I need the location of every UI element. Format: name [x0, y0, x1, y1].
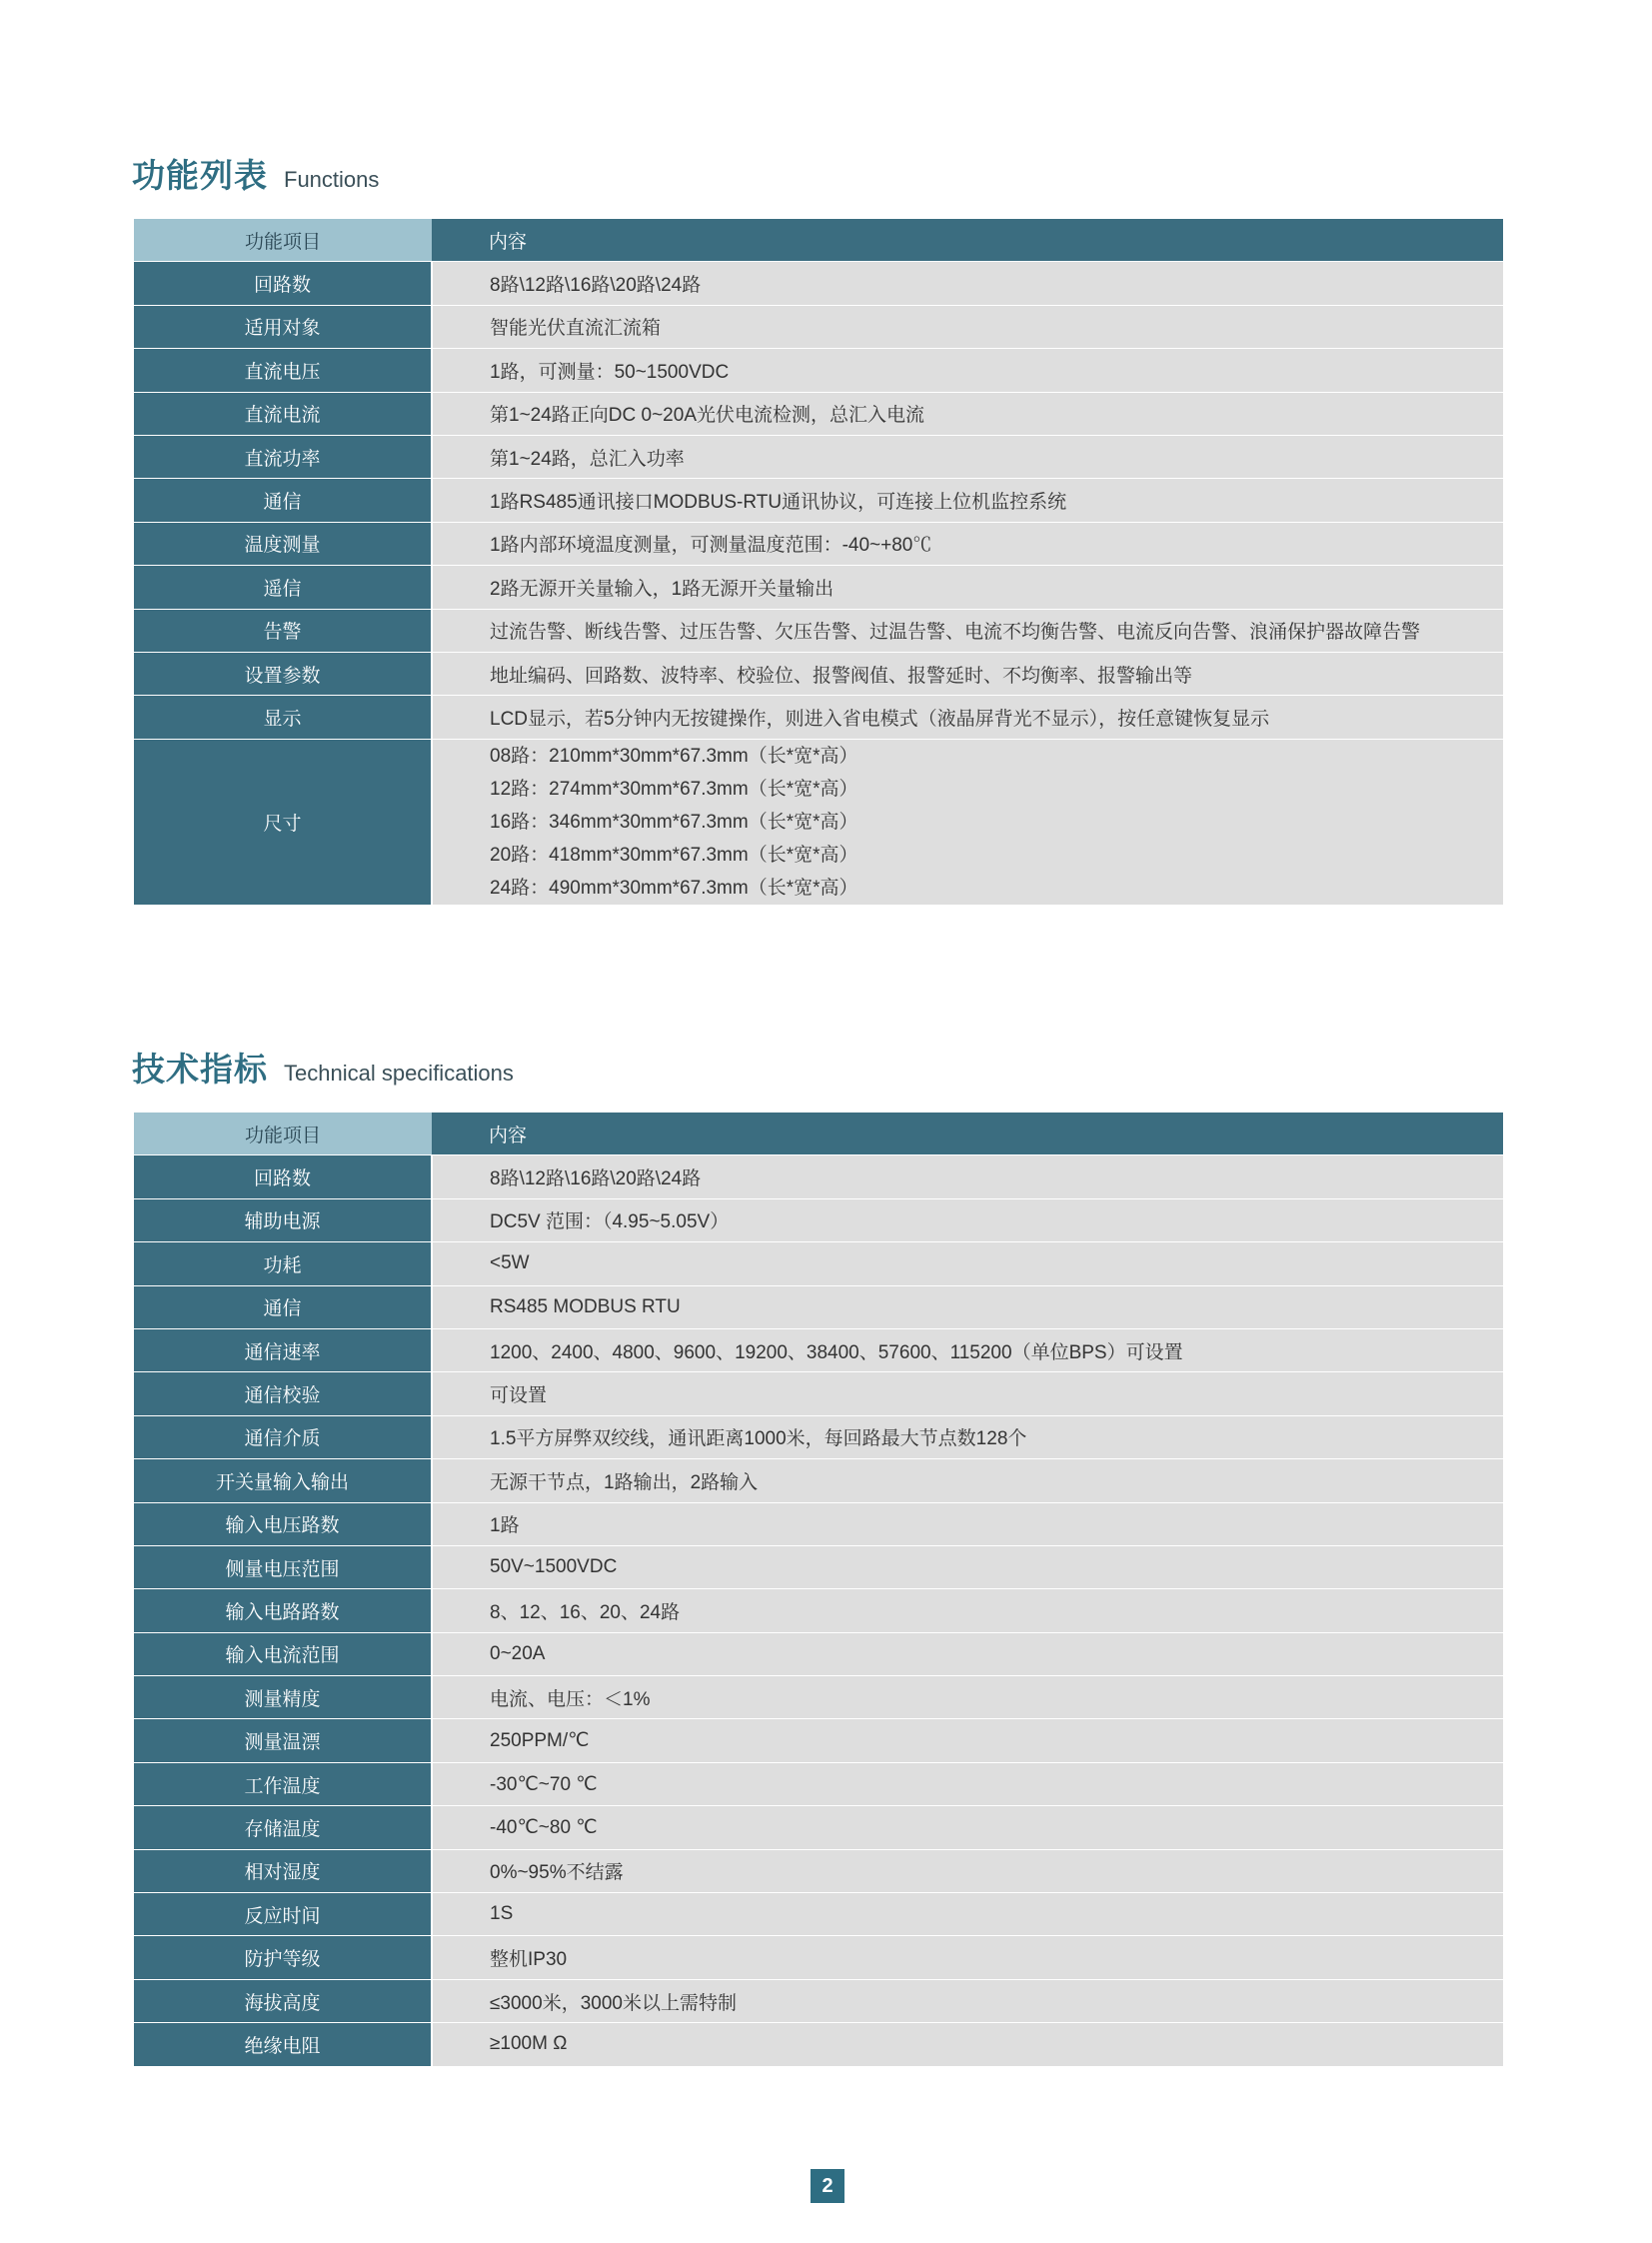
- row-value: 1路内部环境温度测量，可测量温度范围：-40~+80℃: [432, 522, 1503, 565]
- row-key: 绝缘电阻: [134, 2023, 432, 2066]
- row-value: 智能光伏直流汇流箱: [432, 305, 1503, 348]
- row-key: 输入电流范围: [134, 1632, 432, 1675]
- row-key: 直流电流: [134, 392, 432, 435]
- row-key: 温度测量: [134, 522, 432, 565]
- row-value: 0%~95%不结露: [432, 1849, 1503, 1892]
- table-row: [134, 479, 1503, 522]
- row-value: 1路: [432, 1502, 1503, 1545]
- row-value: -40℃~80 ℃: [432, 1806, 1503, 1849]
- row-value: 第1~24路，总汇入功率: [432, 435, 1503, 478]
- row-value: LCD显示，若5分钟内无按键操作，则进入省电模式（液晶屏背光不显示），按任意键恢复显示: [432, 696, 1503, 739]
- table-row: [134, 349, 1503, 392]
- row-key: 测量精度: [134, 1676, 432, 1719]
- row-key: 通信: [134, 479, 432, 522]
- row-value: 1200、2400、4800、9600、19200、38400、57600、115200（单位BPS）可设置: [432, 1328, 1503, 1371]
- table-row: [134, 1849, 1503, 1892]
- table-row: [134, 1719, 1503, 1762]
- table-header-row: [134, 1113, 1503, 1155]
- row-value: 1S: [432, 1893, 1503, 1936]
- row-value: 地址编码、回路数、波特率、校验位、报警阀值、报警延时、不均衡率、报警输出等: [432, 652, 1503, 695]
- tech-table: [134, 1113, 1503, 2067]
- row-value: 1.5平方屏弊双绞线，通讯距离1000米，每回路最大节点数128个: [432, 1415, 1503, 1458]
- header-key: 功能项目: [134, 219, 432, 262]
- page-number: 2: [811, 2169, 844, 2203]
- row-key: 回路数: [134, 262, 432, 305]
- tech-title-en: Technical specifications: [284, 1061, 514, 1086]
- row-value: ≤3000米，3000米以上需特制: [432, 1979, 1503, 2022]
- row-key: 防护等级: [134, 1936, 432, 1979]
- row-value: 整机IP30: [432, 1936, 1503, 1979]
- functions-section-title: [132, 150, 379, 197]
- row-key: 开关量输入输出: [134, 1459, 432, 1502]
- table-row: [134, 696, 1503, 739]
- row-key: 适用对象: [134, 305, 432, 348]
- row-value: 0~20A: [432, 1632, 1503, 1675]
- row-key: 设置参数: [134, 652, 432, 695]
- row-key: 存储温度: [134, 1806, 432, 1849]
- row-value: 1路RS485通讯接口MODBUS-RTU通讯协议，可连接上位机监控系统: [432, 479, 1503, 522]
- row-value: 过流告警、断线告警、过压告警、欠压告警、过温告警、电流不均衡告警、电流反向告警、浪涌保护器故障告警: [432, 609, 1503, 652]
- table-row: [134, 1155, 1503, 1198]
- row-key: 通信速率: [134, 1328, 432, 1371]
- table-row: [134, 1372, 1503, 1415]
- functions-title-cn: 功能列表: [132, 156, 268, 195]
- header-key: 功能项目: [134, 1113, 432, 1155]
- row-value: -30℃~70 ℃: [432, 1762, 1503, 1805]
- table-row: [134, 1632, 1503, 1675]
- row-value: 可设置: [432, 1372, 1503, 1415]
- functions-table: [134, 219, 1503, 906]
- table-row: [134, 609, 1503, 652]
- row-value: DC5V 范围：（4.95~5.05V）: [432, 1198, 1503, 1241]
- row-key: 直流功率: [134, 435, 432, 478]
- row-key: 直流电压: [134, 349, 432, 392]
- row-key: 相对湿度: [134, 1849, 432, 1892]
- row-value: 8、12、16、20、24路: [432, 1589, 1503, 1632]
- table-row: [134, 1328, 1503, 1371]
- table-row: [134, 262, 1503, 305]
- table-row: [134, 392, 1503, 435]
- table-row: [134, 1415, 1503, 1458]
- row-key: 工作温度: [134, 1762, 432, 1805]
- row-key: 通信介质: [134, 1415, 432, 1458]
- table-row: [134, 1198, 1503, 1241]
- table-row: [134, 1545, 1503, 1588]
- table-row: [134, 1589, 1503, 1632]
- row-value: 电流、电压：＜1%: [432, 1676, 1503, 1719]
- row-key: 辅助电源: [134, 1198, 432, 1241]
- row-value: 250PPM/℃: [432, 1719, 1503, 1762]
- table-row: [134, 435, 1503, 478]
- row-value: 1路，可测量：50~1500VDC: [432, 349, 1503, 392]
- table-row: [134, 1936, 1503, 1979]
- table-row: [134, 1459, 1503, 1502]
- row-value: 8路\12路\16路\20路\24路: [432, 1155, 1503, 1198]
- row-key: 遥信: [134, 566, 432, 609]
- row-key: 通信校验: [134, 1372, 432, 1415]
- functions-title-en: Functions: [284, 167, 380, 192]
- table-row: [134, 1285, 1503, 1328]
- size-line: 08路：210mm*30mm*67.3mm（长*宽*高）: [490, 745, 858, 767]
- row-value: ≥100M Ω: [432, 2023, 1503, 2066]
- row-key: 输入电路路数: [134, 1589, 432, 1632]
- tech-title-cn: 技术指标: [132, 1050, 268, 1089]
- size-line: 16路：346mm*30mm*67.3mm（长*宽*高）: [490, 811, 858, 833]
- table-row: [134, 1762, 1503, 1805]
- table-row: [134, 305, 1503, 348]
- row-key: 显示: [134, 696, 432, 739]
- row-value: <5W: [432, 1242, 1503, 1285]
- size-line: 20路：418mm*30mm*67.3mm（长*宽*高）: [490, 844, 858, 866]
- table-row: [134, 1806, 1503, 1849]
- header-value: 内容: [432, 1113, 1503, 1155]
- table-row: [134, 1242, 1503, 1285]
- row-key: 回路数: [134, 1155, 432, 1198]
- table-row: [134, 1502, 1503, 1545]
- row-key: 海拔高度: [134, 1979, 432, 2022]
- row-key: 反应时间: [134, 1893, 432, 1936]
- table-row: [134, 1676, 1503, 1719]
- header-value: 内容: [432, 219, 1503, 262]
- row-key: 输入电压路数: [134, 1502, 432, 1545]
- table-row: [134, 652, 1503, 695]
- row-value: RS485 MODBUS RTU: [432, 1285, 1503, 1328]
- row-value: 2路无源开关量输入，1路无源开关量输出: [432, 566, 1503, 609]
- table-header-row: [134, 219, 1503, 262]
- tech-section-title: [132, 1044, 514, 1091]
- row-value: 8路\12路\16路\20路\24路: [432, 262, 1503, 305]
- size-values: [432, 739, 1503, 905]
- table-row-size: [134, 739, 1503, 905]
- table-row: [134, 1979, 1503, 2022]
- table-row: [134, 2023, 1503, 2066]
- row-key: 测量温漂: [134, 1719, 432, 1762]
- row-key: 侧量电压范围: [134, 1545, 432, 1588]
- size-line: 24路：490mm*30mm*67.3mm（长*宽*高）: [490, 877, 858, 899]
- table-row: [134, 566, 1503, 609]
- row-key: 告警: [134, 609, 432, 652]
- row-key: 通信: [134, 1285, 432, 1328]
- table-row: [134, 1893, 1503, 1936]
- row-key: 功耗: [134, 1242, 432, 1285]
- table-row: [134, 522, 1503, 565]
- row-value: 第1~24路正向DC 0~20A光伏电流检测，总汇入电流: [432, 392, 1503, 435]
- row-key: 尺寸: [134, 739, 432, 905]
- size-line: 12路：274mm*30mm*67.3mm（长*宽*高）: [490, 778, 858, 800]
- row-value: 50V~1500VDC: [432, 1545, 1503, 1588]
- row-value: 无源干节点，1路输出，2路输入: [432, 1459, 1503, 1502]
